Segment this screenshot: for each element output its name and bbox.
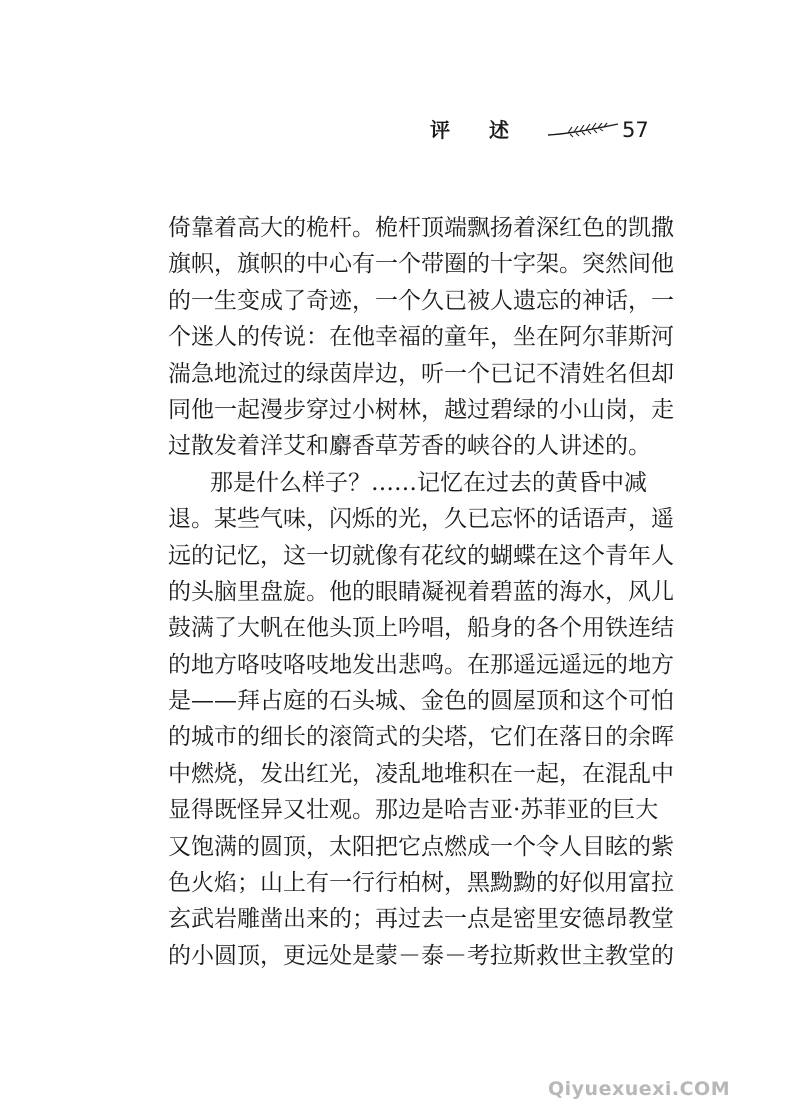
text-line: 的小圆顶，更远处是蒙－泰－考拉斯救世主教堂的 [168, 942, 674, 969]
text-line: 旗帜，旗帜的中心有一个带圈的十字架。突然间他 [168, 251, 674, 278]
feather-ornament-icon [546, 122, 620, 138]
text-line: 的城市的细长的滚筒式的尖塔，它们在落日的余晖 [168, 724, 674, 751]
header-title: 评 述 [430, 118, 525, 142]
text-line: 个迷人的传说：在他幸福的童年，坐在阿尔菲斯河 [168, 324, 674, 351]
text-line: 显得既怪异又壮观。那边是哈吉亚·苏菲亚的巨大 [168, 797, 659, 824]
text-line: 退。某些气味，闪烁的光，久已忘怀的话语声，遥 [168, 506, 674, 533]
site-watermark: Qiyuexuexi.COM [548, 1078, 731, 1100]
page-number: 57 [622, 118, 649, 142]
body-text [168, 210, 688, 974]
text-line: 色火焰；山上有一行行柏树，黑黝黝的好似用富拉 [168, 870, 674, 897]
text-line: 是——拜占庭的石头城、金色的圆屋顶和这个可怕 [168, 688, 674, 715]
text-line: 远的记忆，这一切就像有花纹的蝴蝶在这个青年人 [168, 542, 674, 569]
text-line: 鼓满了大帆在他头顶上吟唱，船身的各个用铁连结 [168, 615, 674, 642]
text-line: 倚靠着高大的桅杆。桅杆顶端飘扬着深红色的凯撒 [168, 215, 674, 241]
text-line: 又饱满的圆顶，太阳把它点燃成一个令人目眩的紫 [168, 833, 674, 860]
text-line: 的地方咯吱咯吱地发出悲鸣。在那遥远遥远的地方 [168, 651, 674, 678]
text-line: 的一生变成了奇迹，一个久已被人遗忘的神话，一 [168, 287, 674, 314]
text-line: 玄武岩雕凿出来的；再过去一点是密里安德昂教堂 [168, 906, 674, 933]
text-line: 同他一起漫步穿过小树林，越过碧绿的小山岗，走 [168, 396, 674, 423]
running-header [430, 116, 670, 146]
text-line: 的头脑里盘旋。他的眼睛凝视着碧蓝的海水，风儿 [168, 578, 674, 605]
text-line: 湍急地流过的绿茵岸边，听一个已记不清姓名但却 [168, 360, 674, 387]
text-line: 过散发着洋艾和麝香草芳香的峡谷的人讲述的。 [168, 433, 651, 460]
text-line: 中燃烧，发出红光，凌乱地堆积在一起，在混乱中 [168, 760, 674, 787]
text-line: 那是什么样子？……记忆在过去的黄昏中减 [210, 469, 647, 496]
